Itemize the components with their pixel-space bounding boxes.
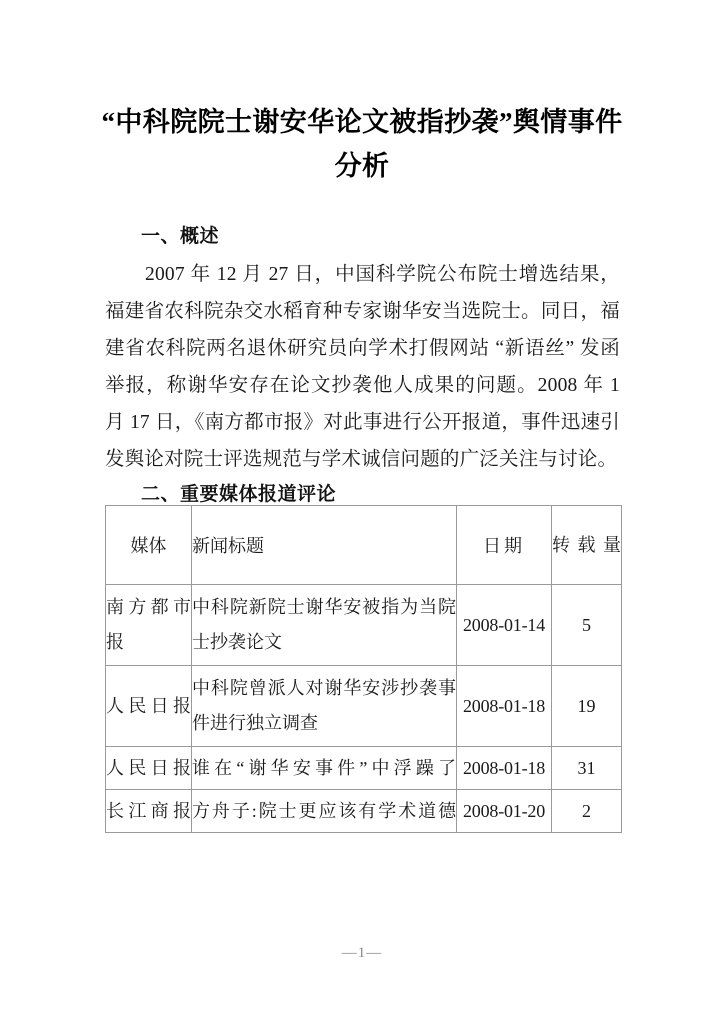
cell-news-title: 方舟子:院士更应该有学术道德 [192, 790, 457, 833]
media-reports-table [105, 505, 622, 833]
cell-news-title: 谁在“谢华安事件”中浮躁了 [192, 747, 457, 790]
cell-repost-count: 5 [552, 585, 622, 666]
table-row [106, 747, 622, 790]
cell-date: 2008-01-20 [457, 790, 552, 833]
cell-repost-count: 31 [552, 747, 622, 790]
column-header-date: 日期 [457, 506, 552, 585]
cell-media: 人民日报 [106, 747, 192, 790]
cell-date: 2008-01-18 [457, 666, 552, 747]
cell-repost-count: 2 [552, 790, 622, 833]
footer-page-number: —1— [341, 945, 383, 961]
section-heading-media-reports: 二、重要媒体报道评论 [141, 483, 337, 505]
section-heading-overview: 一、概述 [141, 225, 220, 247]
cell-repost-count: 19 [552, 666, 622, 747]
column-header-repost-count: 转载量 [552, 506, 622, 585]
page-title: “中科院院士谢安华论文被指抄袭”舆情事件分析 [101, 107, 623, 181]
table-row [106, 666, 622, 747]
cell-date: 2008-01-18 [457, 747, 552, 790]
column-header-media: 媒体 [106, 506, 192, 585]
overview-paragraph: 2007 年 12 月 27 日，中国科学院公布院士增选结果，福建省农科院杂交水稻育种专家谢华安当选院士。同日，福建省农科院两名退休研究员向学术打假网站 “新语丝” 发函举报，称谢华安存在论文抄袭他人成果的问题。2008 年 1 月 17 日，《南方都市报》对此事进行公开报道，事件迅速引发舆论对院士评选规范与学术诚信问题的广泛关注与讨论。 [105, 264, 620, 470]
cell-media: 南方都市报 [106, 585, 192, 666]
cell-media: 长江商报 [106, 790, 192, 833]
cell-media: 人民日报 [106, 666, 192, 747]
cell-news-title: 中科院新院士谢华安被指为当院士抄袭论文 [192, 585, 457, 666]
cell-news-title: 中科院曾派人对谢华安涉抄袭事件进行独立调查 [192, 666, 457, 747]
table-row [106, 585, 622, 666]
table-header-row [106, 506, 622, 585]
column-header-news-title: 新闻标题 [192, 506, 457, 585]
table-row [106, 790, 622, 833]
cell-date: 2008-01-14 [457, 585, 552, 666]
